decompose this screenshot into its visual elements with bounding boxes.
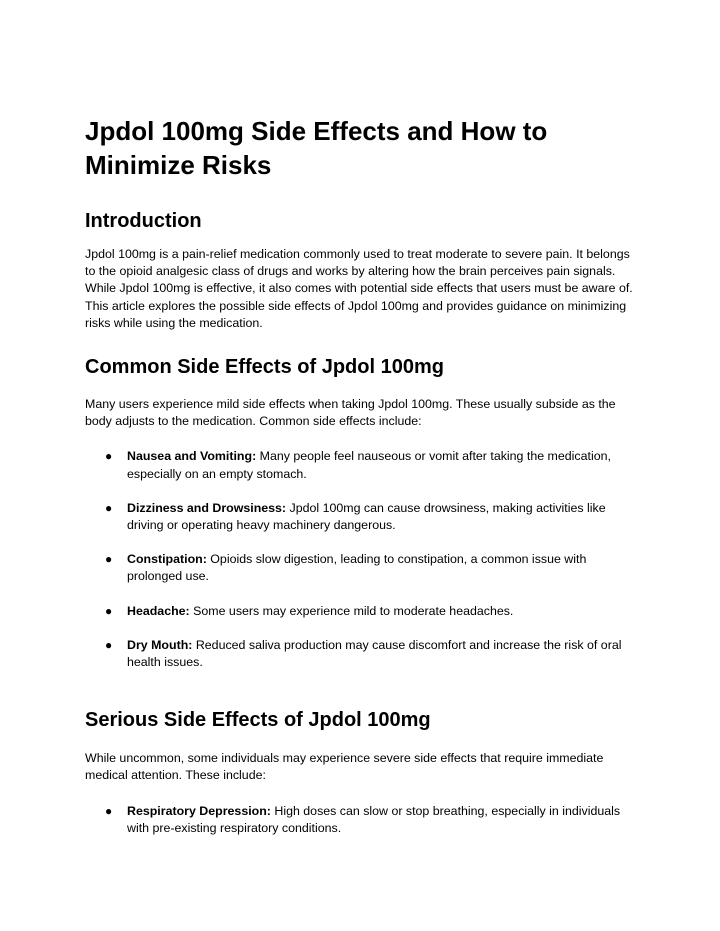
list-item-desc: Some users may experience mild to moderate headaches. (189, 603, 514, 618)
intro-paragraph: Jpdol 100mg is a pain-relief medication commonly used to treat moderate to severe pain. It belongs to the opioid analgesic class of drugs and works by altering how the brain perceives pain signals. While Jpdol 100mg is effective, it also comes with potential side effects that users must be aware of. This article explores the possible side effects of Jpdol 100mg and provides guidance on minimizing risks while using the medication. (85, 247, 633, 330)
bullet-icon: ● (105, 637, 113, 652)
common-side-effects-paragraph: Many users experience mild side effects when taking Jpdol 100mg. These usually subside as the body adjusts to the medication. Common side effects include: (85, 397, 616, 429)
list-item-desc: Reduced saliva production may cause discomfort and increase the risk of oral health issues. (127, 637, 622, 670)
list-item-term: Headache: (127, 603, 190, 618)
list-item (85, 637, 634, 671)
bullet-icon: ● (105, 500, 113, 515)
list-item-term: Respiratory Depression: (127, 803, 271, 818)
serious-side-effects-paragraph: While uncommon, some individuals may experience severe side effects that require immediate medical attention. These include: (85, 751, 604, 783)
list-item-term: Nausea and Vomiting: (127, 449, 257, 464)
list-item (85, 603, 634, 620)
list-item-desc: Many people feel nauseous or vomit after taking the medication, especially on an empty stomach. (127, 449, 611, 481)
common-side-effects-heading: Common Side Effects of Jpdol 100mg (85, 356, 444, 379)
bullet-icon: ● (105, 449, 113, 464)
list-item (85, 500, 634, 534)
list-item (85, 551, 634, 585)
list-item-term: Dizziness and Drowsiness: (127, 500, 287, 515)
bullet-icon: ● (105, 552, 113, 567)
intro-heading: Introduction (85, 210, 202, 232)
list-item-desc: Opioids slow digestion, leading to constipation, a common issue with prolonged use. (127, 552, 587, 584)
serious-side-effects-heading: Serious Side Effects of Jpdol 100mg (85, 709, 431, 732)
common-side-effects-list (85, 448, 634, 671)
serious-side-effects-list (85, 803, 634, 837)
list-item-desc: Jpdol 100mg can cause drowsiness, making activities like driving or operating heavy machinery dangerous. (127, 500, 606, 533)
list-item (85, 803, 634, 837)
list-item-term: Constipation: (127, 552, 207, 567)
list-item (85, 448, 634, 482)
bullet-icon: ● (105, 603, 113, 618)
page-title: Jpdol 100mg Side Effects and How to Minimize Risks (85, 116, 548, 180)
list-item-term: Dry Mouth: (127, 637, 193, 652)
list-item-desc: High doses can slow or stop breathing, especially in individuals with pre-existing respiratory conditions. (127, 803, 621, 835)
bullet-icon: ● (105, 803, 113, 818)
